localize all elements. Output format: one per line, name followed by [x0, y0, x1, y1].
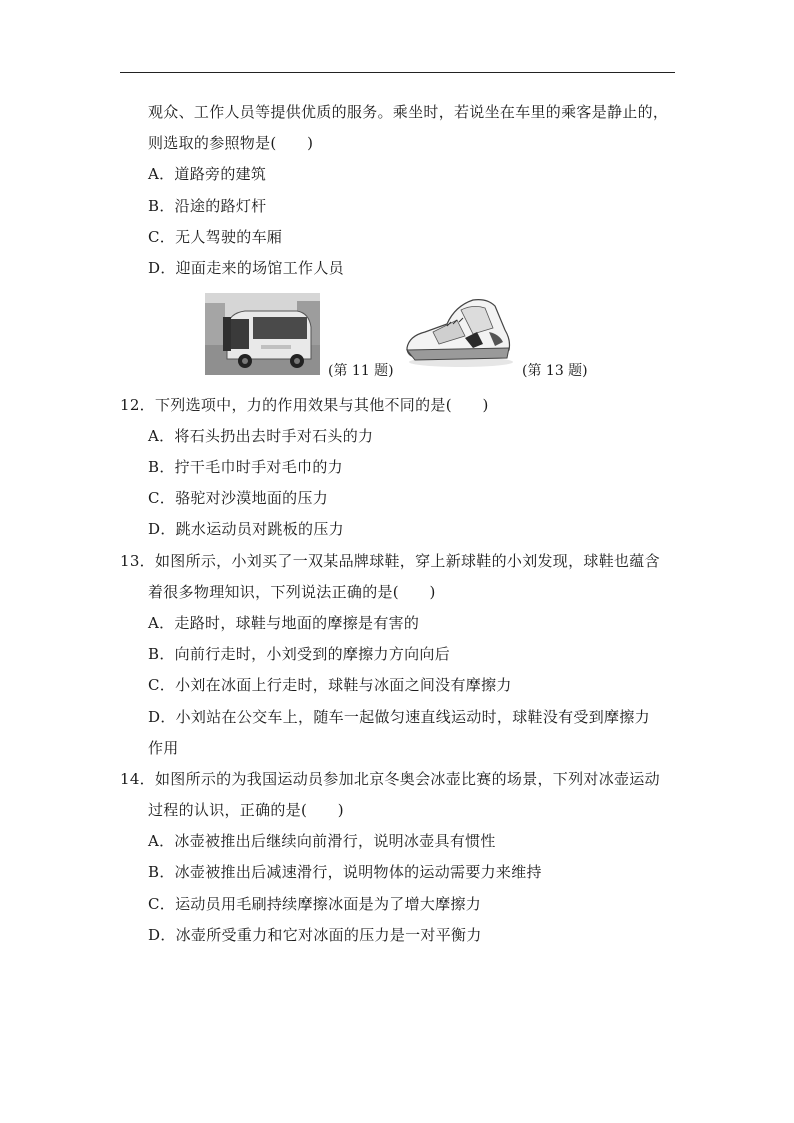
- q13-stem-line2: 着很多物理知识，下列说法正确的是( ): [148, 583, 436, 601]
- q11-stem-line2: 则选取的参照物是( ): [148, 134, 314, 152]
- q11-option-b: B．沿途的路灯杆: [148, 197, 267, 215]
- q14-option-d: D．冰壶所受重力和它对冰面的压力是一对平衡力: [148, 926, 482, 944]
- q14-option-b: B．冰壶被推出后减速滑行，说明物体的运动需要力来维持: [148, 863, 542, 881]
- q13-stem-line1: 13．如图所示，小刘买了一双某品牌球鞋，穿上新球鞋的小刘发现，球鞋也蕴含: [120, 552, 660, 570]
- q11-option-a: A．道路旁的建筑: [148, 165, 267, 183]
- figure-11-caption: (第 11 题): [328, 363, 394, 379]
- q14-option-c: C．运动员用毛刷持续摩擦冰面是为了增大摩擦力: [148, 895, 482, 913]
- q11-option-c: C．无人驾驶的车厢: [148, 228, 283, 246]
- q13-option-c: C．小刘在冰面上行走时，球鞋与冰面之间没有摩擦力: [148, 676, 512, 694]
- q11-option-d: D．迎面走来的场馆工作人员: [148, 259, 344, 277]
- q12-option-c: C．骆驼对沙漠地面的压力: [148, 489, 329, 507]
- q11-stem-line1: 观众、工作人员等提供优质的服务。乘坐时，若说坐在车里的乘客是静止的，: [148, 103, 669, 121]
- q13-option-a: A．走路时，球鞋与地面的摩擦是有害的: [148, 614, 420, 632]
- q13-option-b: B．向前行走时，小刘受到的摩擦力方向向后: [148, 645, 451, 663]
- header-rule: [120, 72, 675, 73]
- q14-stem-line1: 14．如图所示的为我国运动员参加北京冬奥会冰壶比赛的场景，下列对冰壶运动: [120, 770, 660, 788]
- figure-13-caption: (第 13 题): [522, 363, 588, 379]
- q14-stem-line2: 过程的认识，正确的是( ): [148, 801, 344, 819]
- q12-stem: 12．下列选项中，力的作用效果与其他不同的是( ): [120, 396, 489, 414]
- q12-option-d: D．跳水运动员对跳板的压力: [148, 520, 344, 538]
- figure-11-vehicle-image: [205, 293, 320, 375]
- q12-option-a: A．将石头扔出去时手对石头的力: [148, 427, 374, 445]
- q12-option-b: B．拧干毛巾时手对毛巾的力: [148, 458, 343, 476]
- q13-option-d: D．小刘站在公交车上，随车一起做匀速直线运动时，球鞋没有受到摩擦力: [148, 708, 650, 726]
- q14-option-a: A．冰壶被推出后继续向前滑行，说明冰壶具有惯性: [148, 832, 496, 850]
- q13-option-d-continuation: 作用: [148, 739, 179, 757]
- figure-13-sneaker-image: [403, 292, 515, 370]
